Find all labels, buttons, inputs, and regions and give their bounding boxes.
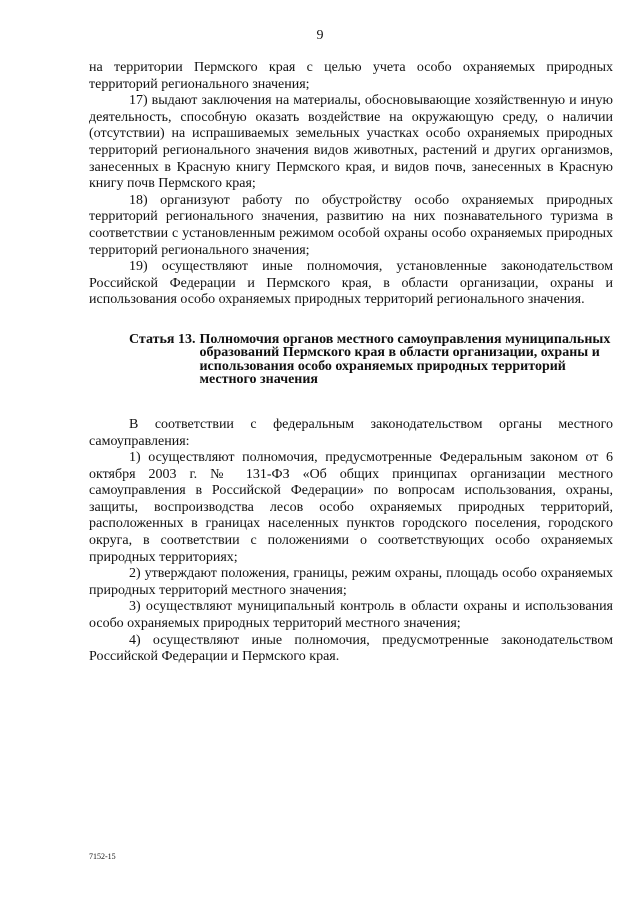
document-code: 7152-15 [89,852,116,861]
article-title: Полномочия органов местного самоуправления муниципальных образований Пермского края в области организации, охраны и использования особо охраняемых природных территорий местного значения [199,331,611,388]
article-item-3: 3) осуществляют муниципальный контроль в области охраны и использования особо охраняемых природных территорий местного значения; [89,599,613,632]
article-intro: В соответствии с федеральным законодательством органы местного самоуправления: [89,416,613,449]
list-item-17: 17) выдают заключения на материалы, обосновывающие хозяйственную и иную деятельность, способную оказать воздействие на окружающую среду, о наличии (отсутствии) на испрашиваемых земельных участках особо охраняемых природных территорий регионального значения видов животных, растений и других организмов, занесенных в Красную книгу Пермского края, и видов почв, занесенных в Красную книгу почв Пермского края; [89,93,613,192]
list-item-18: 18) организуют работу по обустройству особо охраняемых природных территорий регионального значения, развитию на них познавательного туризма в соответствии с установленным режимом особой охраны особо охраняемых природных территорий регионального значения; [89,192,613,258]
article-label: Статья 13. [129,331,196,347]
article-heading [89,333,613,387]
document-body [89,60,613,666]
paragraph-continuation: на территории Пермского края с целью учета особо охраняемых природных территорий регионального значения; [89,60,613,92]
article-item-2: 2) утверждают положения, границы, режим охраны, площадь особо охраняемых природных территорий местного значения; [89,566,613,598]
article-item-4: 4) осуществляют иные полномочия, предусмотренные законодательством Российской Федерации и Пермского края. [89,632,613,665]
page-number: 9 [316,28,324,43]
article-item-1: 1) осуществляют полномочия, предусмотренные Федеральным законом от 6 октября 2003 г. № 131-ФЗ «Об общих принципах организации местного самоуправления в Российской Федерации» по вопросам использования, охраны, защиты, воспроизводства лесов особо охраняемых природных территорий, расположенных в границах населенных пунктов городского поселения, городского округа, в соответствии с положениями о соответствующих особо охраняемых природных территориях; [89,450,613,565]
list-item-19: 19) осуществляют иные полномочия, установленные законодательством Российской Федерации и Пермского края, в области организации, охраны и использования особо охраняемых природных территорий регионального значения. [89,259,613,308]
